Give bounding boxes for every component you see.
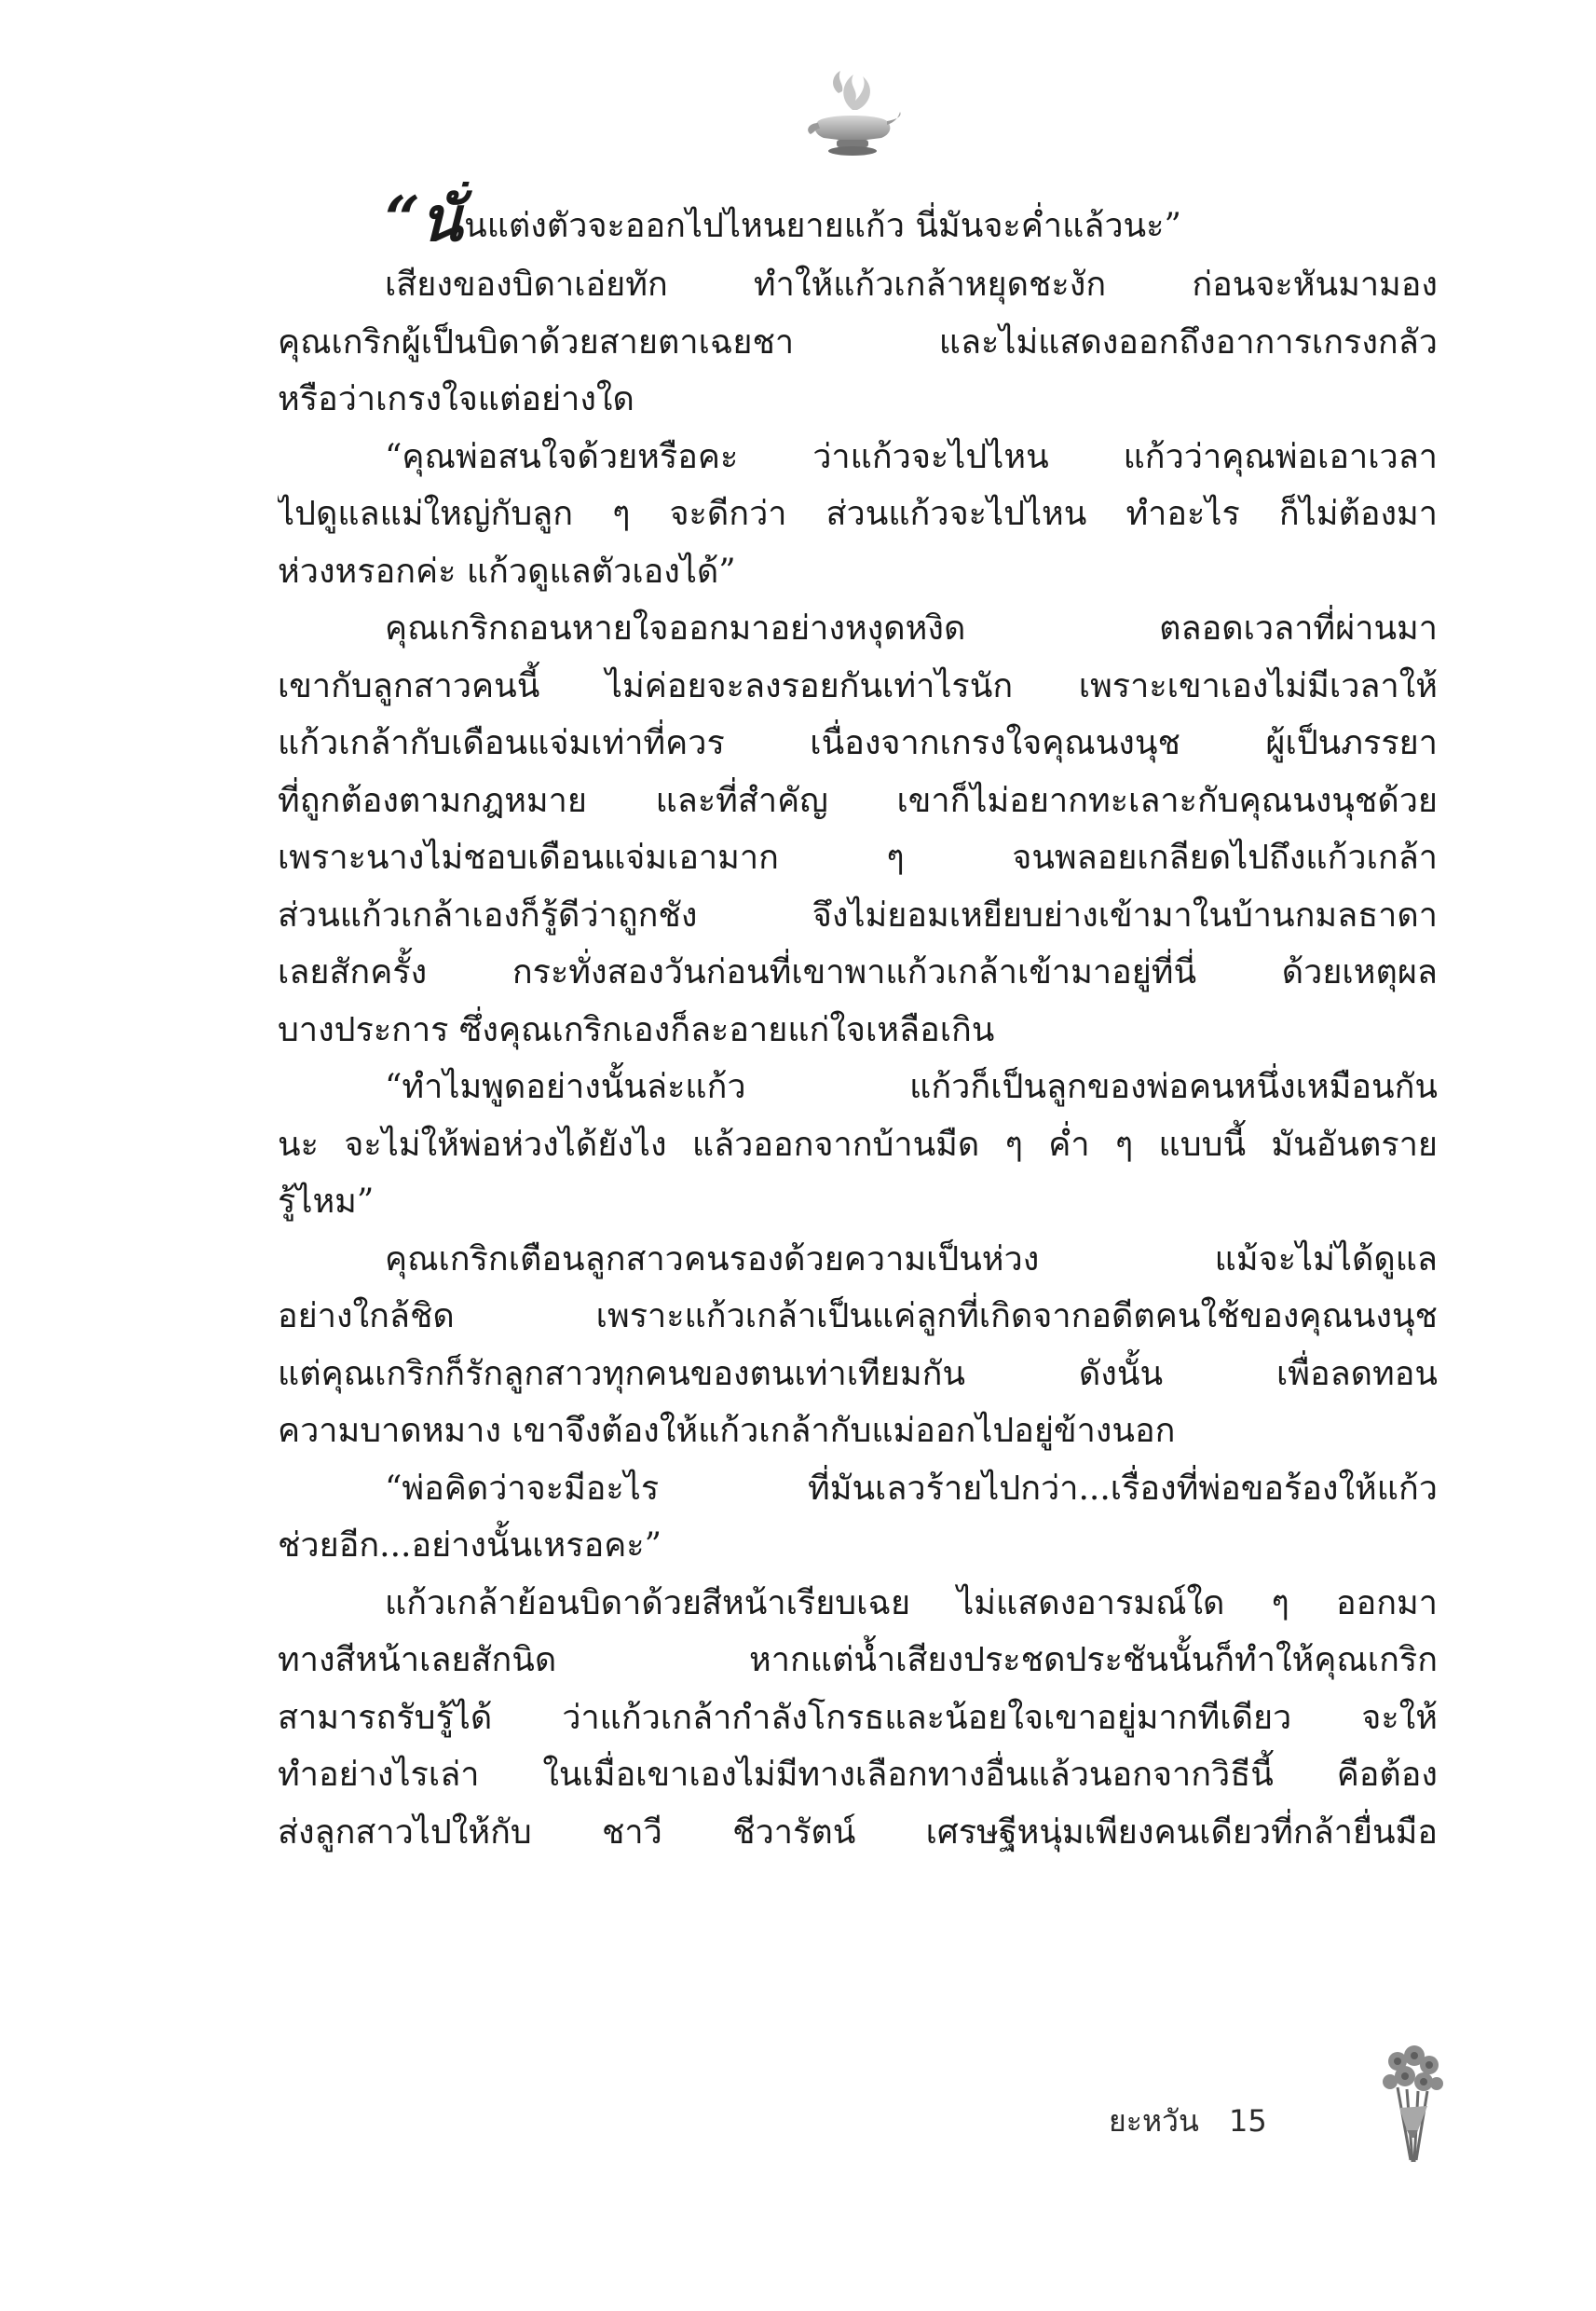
text-line: ที่ถูกต้องตามกฎหมาย และที่สำคัญ เขาก็ไม่อยากทะเลาะกับคุณนงนุชด้วย	[278, 781, 1438, 820]
page-number: 15	[1229, 2103, 1267, 2139]
flower-bouquet-icon	[1370, 2041, 1453, 2171]
text-line: เขากับลูกสาวคนนี้ ไม่ค่อยจะลงรอยกันเท่าไรนัก เพราะเขาเองไม่มีเวลาให้	[278, 666, 1438, 705]
text-line: แต่คุณเกริกก็รักลูกสาวทุกคนของตนเท่าเทียมกัน ดังนั้น เพื่อลดทอน	[278, 1354, 1438, 1393]
text-line: ส่วนแก้วเกล้าเองก็รู้ดีว่าถูกชัง จึงไม่ยอมเหยียบย่างเข้ามาในบ้านกมลธาดา	[278, 896, 1438, 935]
running-title: ยะหวัน	[1109, 2103, 1199, 2139]
text-line: แก้วเกล้ากับเดือนแจ่มเท่าที่ควร เนื่องจากเกรงใจคุณนงนุช ผู้เป็นภรรยา	[278, 724, 1438, 762]
text-line: เลยสักครั้ง กระทั่งสองวันก่อนที่เขาพาแก้วเกล้าเข้ามาอยู่ที่นี่ ด้วยเหตุผล	[278, 953, 1438, 991]
text-line: “พ่อคิดว่าจะมีอะไร ที่มันเลวร้ายไปกว่า...เรื่องที่พ่อขอร้องให้แก้ว	[385, 1469, 1438, 1508]
text-line: ห่วงหรอกค่ะ แก้วดูแลตัวเองได้”	[278, 552, 736, 591]
paragraph-opening-line	[278, 182, 1438, 256]
text-line: นะ จะไม่ให้พ่อห่วงได้ยังไง แล้วออกจากบ้านมืด ๆ ค่ำ ๆ แบบนี้ มันอันตราย	[278, 1125, 1438, 1164]
text-line: นแต่งตัวจะออกไปไหนยายแก้ว นี่มันจะค่ำแล้วนะ”	[464, 207, 1181, 245]
dropcap: “นั่	[385, 183, 463, 255]
body-text	[278, 182, 1438, 1861]
text-line: สามารถรับรู้ได้ ว่าแก้วเกล้ากำลังโกรธและน้อยใจเขาอยู่มากทีเดียว จะให้	[278, 1698, 1438, 1737]
text-line: รู้ไหม”	[278, 1183, 375, 1221]
text-line: ทางสีหน้าเลยสักนิด หากแต่น้ำเสียงประชดประชันนั้นก็ทำให้คุณเกริก	[278, 1641, 1438, 1679]
text-line: ทำอย่างไรเล่า ในเมื่อเขาเองไม่มีทางเลือกทางอื่นแล้วนอกจากวิธีนี้ คือต้อง	[278, 1756, 1438, 1794]
text-line: ไปดูแลแม่ใหญ่กับลูก ๆ จะดีกว่า ส่วนแก้วจะไปไหน ทำอะไร ก็ไม่ต้องมา	[278, 495, 1438, 533]
text-line: คุณเกริกผู้เป็นบิดาด้วยสายตาเฉยชา และไม่แสดงออกถึงอาการเกรงกลัว	[278, 322, 1438, 362]
text-line: อย่างใกล้ชิด เพราะแก้วเกล้าเป็นแค่ลูกที่เกิดจากอดีตคนใช้ของคุณนงนุช	[278, 1297, 1438, 1335]
text-line: “ทำไมพูดอย่างนั้นล่ะแก้ว แก้วก็เป็นลูกของพ่อคนหนึ่งเหมือนกัน	[385, 1068, 1438, 1106]
text-line: คุณเกริกถอนหายใจออกมาอย่างหงุดหงิด ตลอดเวลาที่ผ่านมา	[385, 609, 1438, 648]
text-line: บางประการ ซึ่งคุณเกริกเองก็ละอายแก่ใจเหลือเกิน	[278, 1010, 995, 1049]
text-line: ความบาดหมาง เขาจึงต้องให้แก้วเกล้ากับแม่ออกไปอยู่ข้างนอก	[278, 1412, 1176, 1450]
lamp-icon	[801, 65, 904, 158]
text-line: ช่วยอีก...อย่างนั้นเหรอคะ”	[278, 1526, 662, 1565]
text-line: เสียงของบิดาเอ่ยทัก ทำให้แก้วเกล้าหยุดชะงัก ก่อนจะหันมามอง	[385, 266, 1438, 304]
page-footer	[1109, 2093, 1342, 2149]
text-line: คุณเกริกเตือนลูกสาวคนรองด้วยความเป็นห่วง แม้จะไม่ได้ดูแล	[385, 1239, 1438, 1279]
text-line: แก้วเกล้าย้อนบิดาด้วยสีหน้าเรียบเฉย ไม่แสดงอารมณ์ใด ๆ ออกมา	[385, 1583, 1438, 1622]
text-line: เพราะนางไม่ชอบเดือนแจ่มเอามาก ๆ จนพลอยเกลียดไปถึงแก้วเกล้า	[278, 839, 1438, 877]
text-line: หรือว่าเกรงใจแต่อย่างใด	[278, 380, 634, 418]
text-line: ส่งลูกสาวไปให้กับ ชาวี ชีวารัตน์ เศรษฐีหนุ่มเพียงคนเดียวที่กล้ายื่นมือ	[278, 1812, 1438, 1852]
text-line: “คุณพ่อสนใจด้วยหรือคะ ว่าแก้วจะไปไหน แก้วว่าคุณพ่อเอาเวลา	[385, 437, 1438, 476]
